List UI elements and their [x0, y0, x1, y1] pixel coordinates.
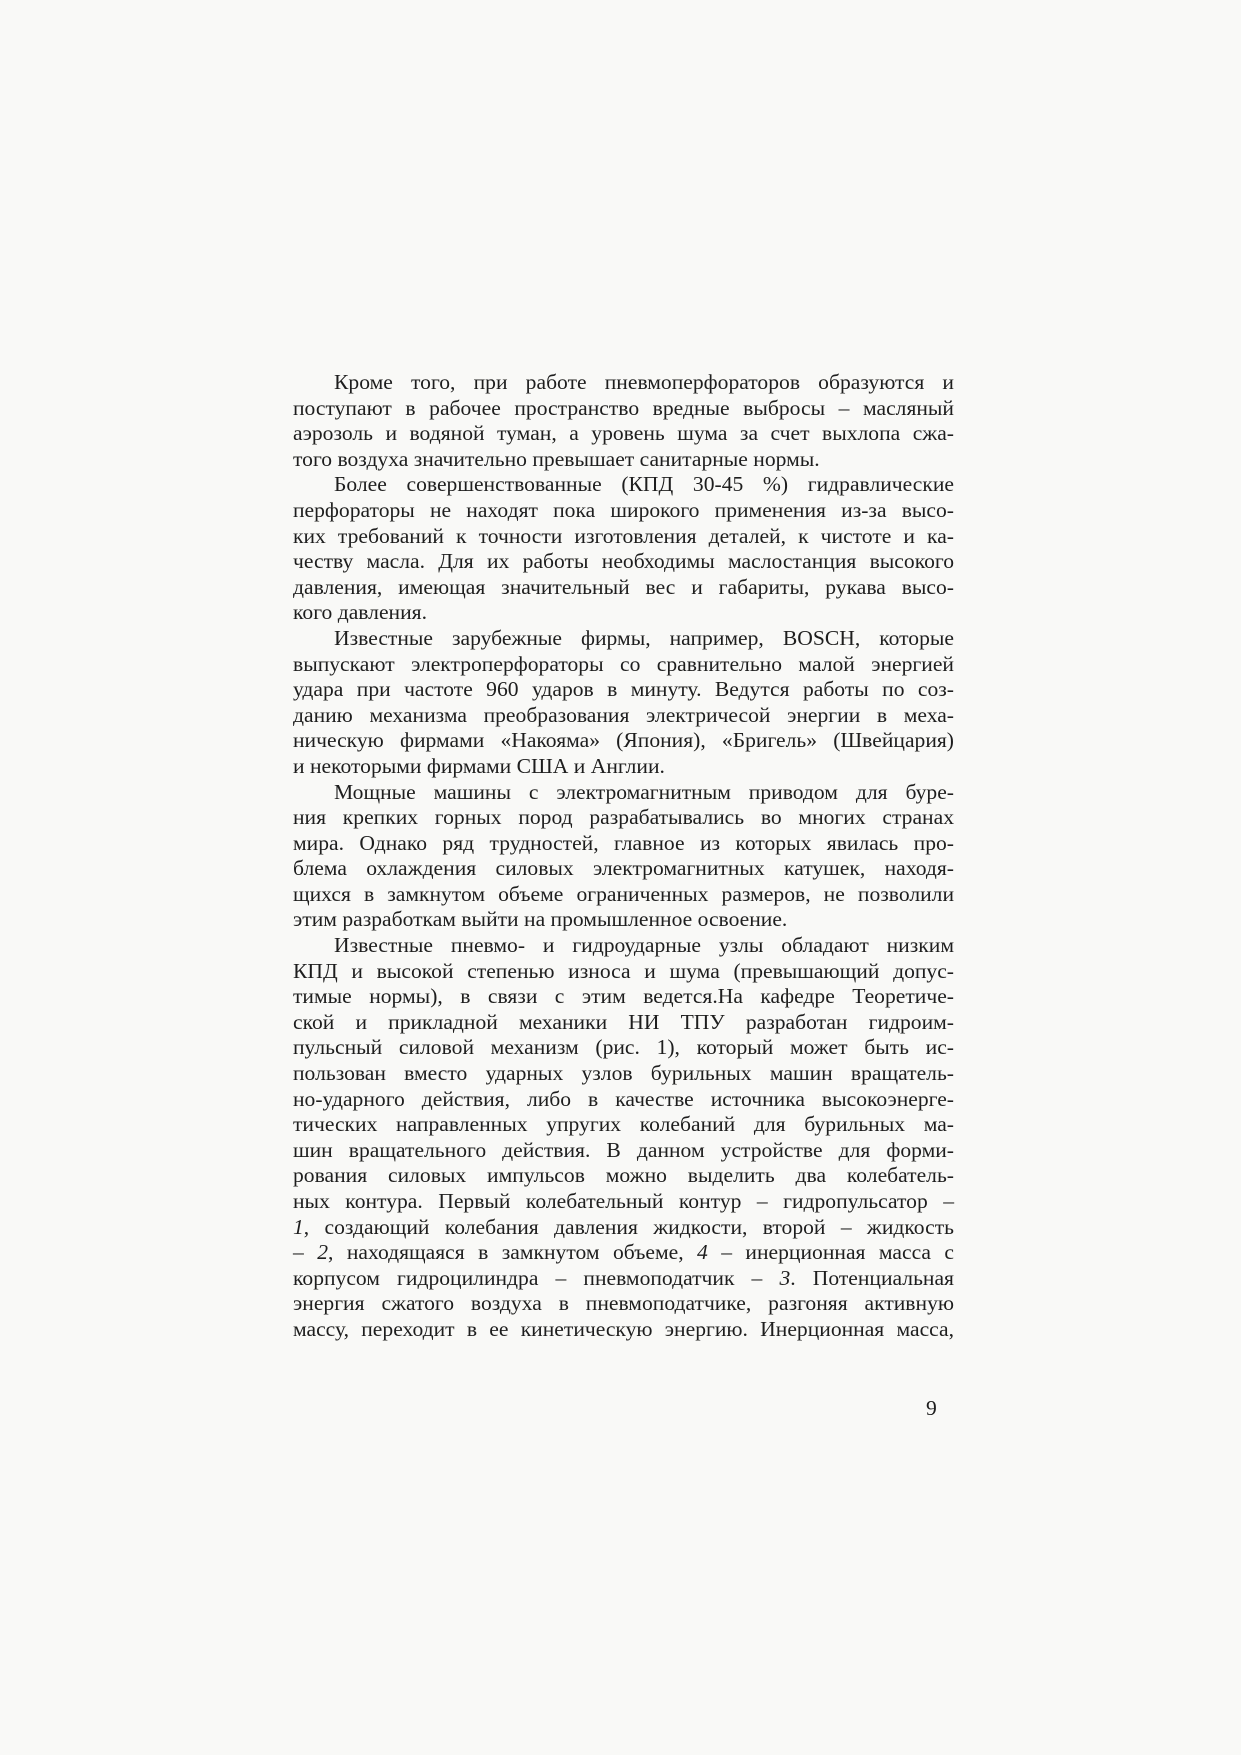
text-line: того воздуха значительно превышает санитарные нормы. [293, 446, 820, 471]
figure-ref-number: 4 [697, 1240, 708, 1265]
paragraph-2 [293, 472, 954, 626]
text-line [293, 1240, 954, 1266]
paragraph-3 [293, 626, 954, 780]
text-line: пульсный силовой механизм (рис. 1), который может быть ис- [293, 1035, 954, 1060]
text-line: данию механизма преобразования электричесой энергии в меха- [293, 702, 954, 727]
text-fragment: корпусом гидроцилиндра – пневмоподатчик – [293, 1265, 780, 1290]
text-line: КПД и высокой степенью износа и шума (превышающий допус- [293, 958, 954, 983]
text-line: тимые нормы), в связи с этим ведется.На кафедре Теоретиче- [293, 984, 954, 1009]
text-line: и некоторыми фирмами США и Англии. [293, 753, 665, 778]
page-body [293, 370, 954, 1343]
text-line: массу, переходит в ее кинетическую энергию. Инерционная масса, [293, 1316, 954, 1341]
text-line: поступают в рабочее пространство вредные выбросы – масляный [293, 395, 954, 420]
paragraph-5 [293, 933, 954, 1343]
text-line: ническую фирмами «Накояма» (Япония), «Бригель» (Швейцария) [293, 728, 954, 753]
text-line: Известные зарубежные фирмы, например, BOSCH, которые [334, 625, 954, 650]
text-line: ких требований к точности изготовления деталей, к чистоте и ка- [293, 523, 954, 548]
text-line: тических направленных упругих колебаний для бурильных ма- [293, 1112, 954, 1137]
page-number: 9 [926, 1396, 937, 1420]
text-line: пользован вместо ударных узлов бурильных машин вращатель- [293, 1061, 954, 1086]
text-line: выпускают электроперфораторы со сравнительно малой энергией [293, 651, 954, 676]
text-line: но-ударного действия, либо в качестве источника высокоэнерге- [293, 1086, 954, 1111]
text-line: рования силовых импульсов можно выделить два колебатель- [293, 1163, 954, 1188]
text-line: мира. Однако ряд трудностей, главное из которых явилась про- [293, 830, 954, 855]
text-fragment: , находящаяся в замкнутом объеме, [328, 1240, 698, 1265]
text-line: давления, имеющая значительный вес и габариты, рукава высо- [293, 574, 954, 599]
text-line: Мощные машины с электромагнитным приводом для буре- [334, 779, 954, 804]
text-fragment: – инерционная масса с [707, 1240, 954, 1265]
text-line [293, 1266, 954, 1292]
text-fragment: – [293, 1240, 318, 1265]
text-fragment: . Потенциальная [790, 1265, 954, 1290]
text-line: этим разработкам выйти на промышленное освоение. [293, 907, 788, 932]
figure-ref-number: 1 [293, 1214, 304, 1239]
text-fragment: , создающий колебания давления жидкости, второй – жидкость [303, 1214, 954, 1239]
text-line: Более совершенствованные (КПД 30-45 %) гидравлические [334, 472, 954, 497]
paragraph-4 [293, 780, 954, 934]
text-line: блема охлаждения силовых электромагнитных катушек, находя- [293, 856, 954, 881]
text-line: удара при частоте 960 ударов в минуту. Ведутся работы по соз- [293, 677, 954, 702]
text-line: шин вращательного действия. В данном устройстве для форми- [293, 1137, 954, 1162]
text-line: ных контура. Первый колебательный контур – гидропульсатор – [293, 1189, 954, 1213]
text-line: ской и прикладной механики НИ ТПУ разработан гидроим- [293, 1009, 954, 1034]
text-line: аэрозоль и водяной туман, а уровень шума за счет выхлопа сжа- [293, 421, 954, 446]
figure-ref-number: 3 [779, 1265, 791, 1290]
text-line: Известные пневмо- и гидроударные узлы обладают низким [334, 933, 954, 958]
figure-ref-number: 2 [317, 1240, 329, 1265]
text-line: перфораторы не находят пока широкого применения из-за высо- [293, 497, 954, 522]
text-line [293, 1215, 954, 1241]
paragraph-1 [293, 370, 954, 472]
text-line: кого давления. [293, 600, 427, 625]
text-line: Кроме того, при работе пневмоперфораторов образуются и [334, 370, 954, 394]
text-line: честву масла. Для их работы необходимы маслостанция высокого [293, 549, 954, 574]
text-line: ния крепких горных пород разрабатывались во многих странах [293, 805, 954, 830]
text-line: щихся в замкнутом объеме ограниченных размеров, не позволили [293, 881, 954, 906]
text-line: энергия сжатого воздуха в пневмоподатчике, разгоняя активную [293, 1291, 954, 1316]
